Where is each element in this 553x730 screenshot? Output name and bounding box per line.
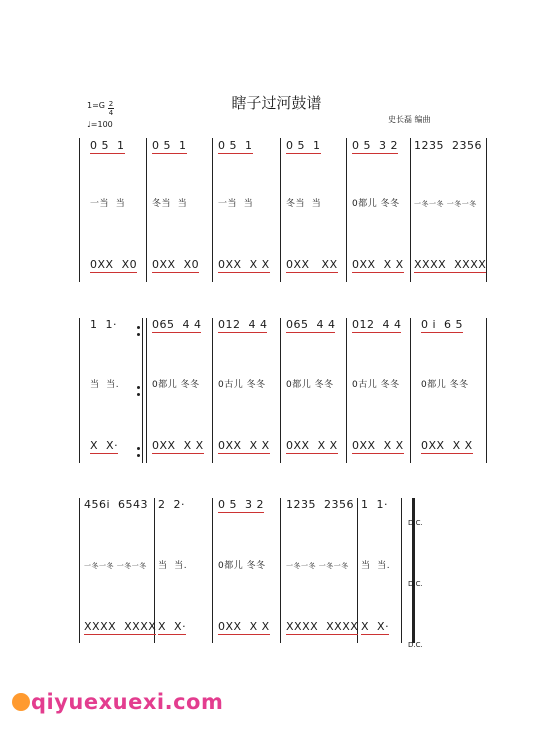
barline: [280, 138, 281, 282]
gong-measure: 0都儿 冬冬: [286, 380, 334, 390]
gong-measure: 冬当 当: [152, 199, 188, 209]
drum-measure: 0XX XX: [286, 258, 338, 271]
time-signature: [107, 100, 115, 117]
repeat-dots: [137, 445, 141, 459]
barline: [401, 498, 402, 643]
melody-measure: 0 5 1: [218, 139, 253, 152]
barline: [79, 318, 80, 463]
melody-measure: 0 5 1: [90, 139, 125, 152]
melody-measure: 065 4 4: [286, 318, 336, 331]
drum-measure: 0XX X X: [218, 620, 270, 633]
barline: [346, 318, 347, 463]
page-title: 瞎子过河鼓谱: [231, 94, 322, 112]
drum-measure: X X·: [361, 620, 390, 633]
melody-measure: 0 i 6 5: [421, 318, 464, 331]
melody-measure: 1235 2356: [286, 498, 354, 511]
barline: [410, 318, 411, 463]
gong-measure: 一当 当: [90, 199, 126, 209]
gong-measure: 一冬一冬 一冬一冬: [84, 562, 147, 570]
melody-measure: 012 4 4: [218, 318, 268, 331]
da-capo-mark: D.C.: [408, 641, 423, 649]
arranger-credit: 史长磊 编曲: [388, 115, 431, 124]
drum-measure: 0XX X X: [218, 439, 270, 452]
tempo-marking: ♩=100: [87, 120, 113, 129]
barline: [212, 318, 213, 463]
drum-measure: XXXX XXXX: [414, 258, 487, 271]
key-signature: 1=G: [87, 101, 105, 110]
melody-measure: 2 2·: [158, 498, 185, 511]
barline: [79, 498, 80, 643]
barline: [410, 138, 411, 282]
melody-measure: 456i 6543: [84, 498, 149, 511]
drum-measure: 0XX X0: [152, 258, 200, 271]
gong-measure: 一当 当: [218, 199, 254, 209]
repeat-dots: [137, 324, 141, 338]
melody-measure: 1235 2356: [414, 139, 482, 152]
da-capo-mark: D.C.: [408, 580, 423, 588]
gong-measure: 当 当.: [90, 380, 120, 390]
melody-measure: 1 1·: [361, 498, 388, 511]
barline: [146, 138, 147, 282]
barline: [212, 498, 213, 643]
gong-measure: 一冬一冬 一冬一冬: [414, 200, 477, 208]
watermark-text: qiyuexuexi.com: [31, 690, 224, 714]
site-watermark: [12, 690, 223, 714]
da-capo-mark: D.C.: [408, 519, 423, 527]
drum-measure: 0XX X0: [90, 258, 138, 271]
melody-measure: 0 5 3 2: [218, 498, 264, 511]
drum-measure: XXXX XXXX: [84, 620, 157, 633]
drum-measure: X X·: [158, 620, 187, 633]
barline: [280, 318, 281, 463]
barline: [212, 138, 213, 282]
barline: [79, 138, 80, 282]
drum-measure: 0XX X X: [286, 439, 338, 452]
drum-measure: 0XX X X: [421, 439, 473, 452]
gong-measure: 冬当 当: [286, 199, 322, 209]
repeat-dots: [137, 384, 141, 398]
gong-measure: 0古儿 冬冬: [352, 380, 400, 390]
melody-measure: 0 5 3 2: [352, 139, 398, 152]
barline: [146, 318, 147, 463]
drum-measure: 0XX X X: [152, 439, 204, 452]
melody-measure: 065 4 4: [152, 318, 202, 331]
time-signature-top: 2: [108, 100, 114, 108]
gong-measure: 0都儿 冬冬: [218, 561, 266, 571]
melody-measure: 012 4 4: [352, 318, 402, 331]
barline: [280, 498, 281, 643]
time-signature-bottom: 4: [108, 109, 114, 117]
gong-measure: 当 当.: [361, 561, 391, 571]
gong-measure: 0都儿 冬冬: [352, 199, 400, 209]
drum-measure: 0XX X X: [352, 258, 404, 271]
drum-measure: 0XX X X: [352, 439, 404, 452]
gong-measure: 0都儿 冬冬: [421, 380, 469, 390]
melody-measure: 0 5 1: [286, 139, 321, 152]
gong-measure: 0都儿 冬冬: [152, 380, 200, 390]
gong-measure: 当 当.: [158, 561, 188, 571]
gong-measure: 一冬一冬 一冬一冬: [286, 562, 349, 570]
drum-measure: XXXX XXXX: [286, 620, 359, 633]
gong-measure: 0古儿 冬冬: [218, 380, 266, 390]
site-logo-icon: [12, 693, 30, 711]
drum-measure: 0XX X X: [218, 258, 270, 271]
repeat-barline: [142, 318, 143, 463]
melody-measure: 1 1·: [90, 318, 117, 331]
barline: [346, 138, 347, 282]
drum-measure: X X·: [90, 439, 119, 452]
melody-measure: 0 5 1: [152, 139, 187, 152]
barline: [486, 318, 487, 463]
